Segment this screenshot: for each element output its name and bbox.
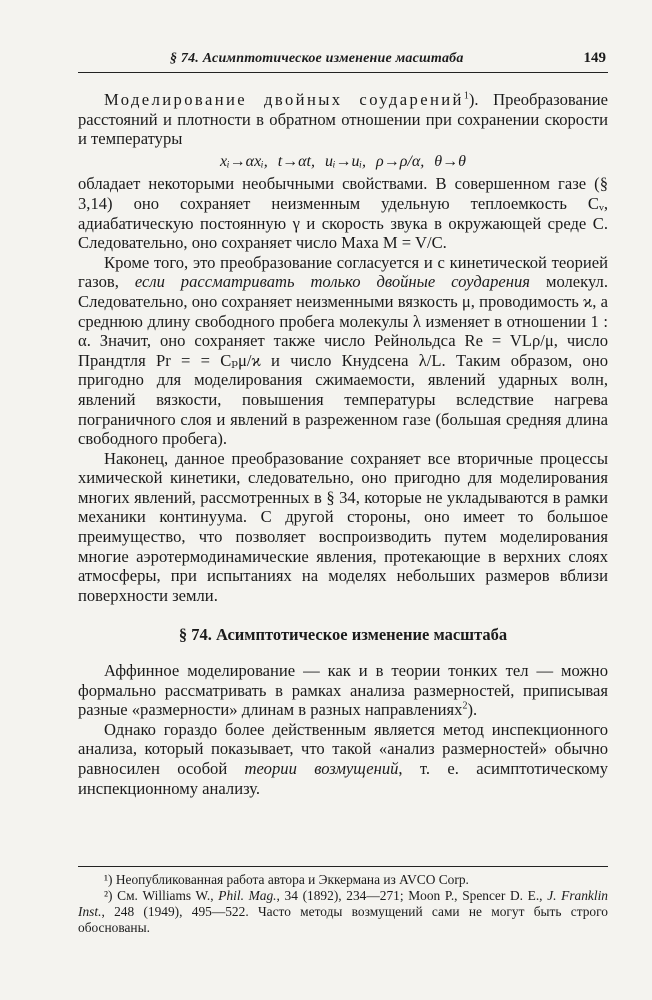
paragraph-2-emphasis: если рассматривать только двойные соударения <box>134 272 531 292</box>
footnote-2-journal-2: J. Franklin Inst. <box>78 888 608 919</box>
main-text <box>78 90 608 798</box>
running-header <box>78 50 608 73</box>
footnote-2-mark: ²) <box>104 888 113 903</box>
page-number: 149 <box>583 50 606 66</box>
transformation-formula: xᵢ→αxᵢ, t→αt, uᵢ→uᵢ, ρ→ρ/α, θ→θ <box>220 152 466 170</box>
paragraph-3: Наконец, данное преобразование сохраняет все вторичные процессы химической кинетики, следовательно, оно пригодно для моделирования многих явлений, рассмотренных в § 34, которые не укладываются в рамки механики континуума. С другой стороны, оно имеет то большое преимущество, что позволяет воспроизводить путем моделирования многие аэротермодинамические явления, протекающие в верхних слоях атмосферы, при испытаниях на моделях небольших размеров вблизи поверхности земли. <box>78 448 608 605</box>
section-heading: § 74. Асимптотическое изменение масштаба <box>178 625 508 645</box>
paragraph-5-text-a: Однако гораздо более действенным является метод инспекционного анализа, который показывает, что такой «анализ размерностей» обычно равносилен особой <box>78 719 608 778</box>
paragraph-4-end: ). <box>467 700 478 720</box>
paragraph-4 <box>78 661 608 720</box>
paragraph-5 <box>78 720 608 798</box>
footnote-2-text-c: , 248 (1949), 495—522. Часто методы возмущений сами не могут быть строго обоснованы. <box>78 904 608 935</box>
footnote-2 <box>78 888 608 936</box>
footnote-1-text: Неопубликованная работа автора и Эккермана из AVCO Corp. <box>112 872 469 887</box>
paragraph-1 <box>78 90 608 149</box>
footnotes <box>78 866 608 936</box>
paragraph-2-text-a: Кроме того, это преобразование согласуется и с кинетической теорией газов, <box>78 252 608 292</box>
footnote-2-text-b: , 34 (1892), 234—271; Moon P., Spencer D. E., <box>276 888 548 903</box>
paragraph-1-lead: Моделирование двойных соударений <box>104 90 464 109</box>
footnote-2-text-a: См. Williams W., <box>112 888 219 903</box>
paragraph-5-emphasis: теории возмущений <box>244 759 399 778</box>
paragraph-1-text: ). Преобразование расстояний и плотности в обратном отношении при сохранении скорости и температуры <box>78 90 608 149</box>
footnote-1 <box>78 872 608 888</box>
paragraph-2-text-b: молекул. Следовательно, оно сохраняет неизменными вязкость μ, проводимость ϰ, а среднюю длину свободного пробега молекулы λ изменяет в отношении 1 : α. Значит, оно сохраняет также число Рейнольдса Re = VLρ/μ, число Прандтля Pr = = Cₚμ/ϰ и число Кнудсена λ/L. Таким образом, оно пригодно для моделирования сжимаемости, явлений ударных волн, явлений вязкости, повышения температуры вследствие нагрева пограничного слоя и явлений в разреженном газе (большая средняя длина свободного пробега). <box>78 272 608 449</box>
footnote-1-mark: ¹) <box>104 872 113 887</box>
footnote-2-journal-1: Phil. Mag. <box>218 888 277 903</box>
footnote-ref-1: 1 <box>463 90 469 102</box>
paragraph-4-text: Аффинное моделирование — как и в теории тонких тел — можно формально рассматривать в рамках анализа размерностей, приписывая разные «размерности» длинам в разных направлениях <box>78 661 608 720</box>
paragraph-2 <box>78 253 608 449</box>
paragraph-5-text-b: , т. е. асимптотическому инспекционному анализу. <box>78 759 608 798</box>
footnote-ref-2: 2 <box>462 700 468 712</box>
paragraph-1-continued: обладает некоторыми необычными свойствами. В совершенном газе (§ 3,14) оно сохраняет неизменным удельную теплоемкость Cᵥ, адиабатическую постоянную γ и скорость звука в окружающей среде C. Следовательно, оно сохраняет число Маха M = V/C. <box>78 174 608 253</box>
running-title: § 74. Асимптотическое изменение масштаба <box>170 51 464 66</box>
